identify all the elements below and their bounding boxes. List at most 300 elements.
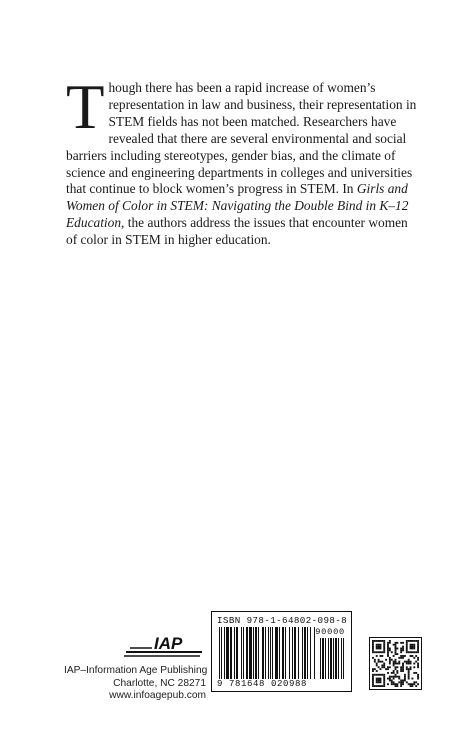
qr-module: [404, 661, 406, 663]
qr-module: [383, 663, 385, 665]
qr-module: [378, 644, 380, 646]
qr-module: [389, 663, 391, 665]
qr-module: [395, 663, 397, 665]
publisher-city: Charlotte, NC 28271: [113, 677, 206, 689]
qr-module: [413, 648, 415, 650]
qr-module: [387, 666, 389, 668]
barcode-bar: [310, 627, 311, 679]
qr-module: [374, 661, 376, 663]
qr-module: [387, 672, 389, 674]
qr-module: [417, 676, 419, 678]
qr-module: [408, 663, 410, 665]
qr-module: [395, 666, 397, 668]
qr-module: [398, 657, 400, 659]
qr-module: [383, 679, 385, 681]
qr-module: [417, 644, 419, 646]
barcode-bar: [272, 627, 273, 679]
qr-module: [372, 668, 374, 670]
qr-module: [406, 646, 408, 648]
blurb-text-1: hough there has been a rapid increase of women’s representation in law and business, their representation in STEM fields has not been matched. Researchers have revealed that there are several environmental and social barriers including stereotypes, gender bias, and the climate of science and engineering departments in colleges and universities that continue to block women’s progress in STEM. In: [66, 80, 417, 197]
qr-module: [411, 648, 413, 650]
blurb-text-2: , the authors address the issues that encounter women of color in STEM in higher education.: [66, 215, 408, 248]
qr-module: [389, 676, 391, 678]
qr-code: [369, 637, 422, 690]
qr-module: [400, 683, 402, 685]
qr-module: [391, 672, 393, 674]
qr-module: [406, 663, 408, 665]
publisher-website: www.infoagepub.com: [109, 690, 206, 702]
qr-module: [380, 640, 382, 642]
qr-module: [395, 648, 397, 650]
qr-module: [395, 674, 397, 676]
barcode-bar: [219, 627, 220, 679]
qr-module: [383, 685, 385, 687]
qr-module: [372, 657, 374, 659]
qr-module: [393, 655, 395, 657]
qr-module: [410, 663, 412, 665]
qr-module: [402, 664, 404, 666]
barcode-bar: [279, 627, 280, 679]
qr-module: [372, 644, 374, 646]
qr-module: [389, 649, 391, 651]
qr-module: [383, 644, 385, 646]
qr-module: [381, 655, 383, 657]
qr-module: [376, 663, 378, 665]
qr-module: [398, 663, 400, 665]
barcode-digits: 9 781648 020988: [217, 679, 308, 689]
qr-module: [400, 648, 402, 650]
qr-module: [391, 681, 393, 683]
qr-module: [383, 678, 385, 680]
barcode-bar: [246, 627, 248, 679]
qr-module: [395, 676, 397, 678]
qr-module: [413, 651, 415, 653]
qr-module: [402, 655, 404, 657]
qr-module: [400, 685, 402, 687]
barcode-bar: [243, 627, 244, 679]
barcode-bar: [322, 638, 324, 679]
qr-module: [396, 672, 398, 674]
barcode-bar: [333, 638, 334, 679]
qr-module: [391, 683, 393, 685]
barcode-bar: [335, 638, 337, 679]
qr-module: [380, 661, 382, 663]
qr-module: [413, 683, 415, 685]
qr-module: [402, 646, 404, 648]
qr-module: [372, 646, 374, 648]
barcode-bar: [304, 627, 306, 679]
qr-module: [383, 642, 385, 644]
qr-module: [385, 659, 387, 661]
qr-module: [417, 683, 419, 685]
qr-module: [381, 666, 383, 668]
qr-module: [374, 640, 376, 642]
qr-module: [393, 683, 395, 685]
qr-module: [411, 640, 413, 642]
barcode-bar: [226, 627, 229, 679]
qr-module: [415, 661, 417, 663]
qr-module: [404, 678, 406, 680]
qr-module: [374, 674, 376, 676]
qr-module: [376, 679, 378, 681]
qr-module: [376, 685, 378, 687]
qr-module: [376, 648, 378, 650]
qr-module: [378, 679, 380, 681]
barcode-bar: [307, 627, 308, 679]
iap-logo-text: IAP: [154, 634, 183, 653]
qr-module: [408, 683, 410, 685]
qr-module: [381, 664, 383, 666]
qr-module: [380, 678, 382, 680]
barcode-bar: [234, 627, 235, 679]
qr-module: [395, 683, 397, 685]
qr-module: [395, 653, 397, 655]
qr-module: [372, 679, 374, 681]
qr-module: [391, 679, 393, 681]
qr-module: [376, 681, 378, 683]
qr-module: [395, 649, 397, 651]
qr-module: [395, 642, 397, 644]
qr-module: [406, 661, 408, 663]
qr-module: [395, 661, 397, 663]
qr-module: [417, 659, 419, 661]
qr-module: [383, 648, 385, 650]
qr-module: [417, 642, 419, 644]
qr-module: [398, 661, 400, 663]
qr-module: [398, 676, 400, 678]
qr-module: [417, 646, 419, 648]
qr-module: [415, 655, 417, 657]
qr-module: [410, 683, 412, 685]
barcode-bar: [236, 627, 238, 679]
qr-module: [417, 663, 419, 665]
qr-module: [400, 670, 402, 672]
qr-module: [374, 685, 376, 687]
qr-module: [396, 676, 398, 678]
qr-module: [413, 657, 415, 659]
qr-module: [395, 646, 397, 648]
qr-module: [378, 685, 380, 687]
qr-module: [380, 668, 382, 670]
qr-module: [380, 685, 382, 687]
qr-module: [372, 676, 374, 678]
qr-module: [396, 653, 398, 655]
qr-module: [413, 644, 415, 646]
qr-module: [417, 657, 419, 659]
qr-module: [396, 670, 398, 672]
qr-module: [408, 640, 410, 642]
qr-module: [408, 670, 410, 672]
barcode-bar: [249, 627, 252, 679]
qr-module: [413, 666, 415, 668]
qr-module: [376, 678, 378, 680]
qr-module: [400, 668, 402, 670]
qr-module: [406, 642, 408, 644]
drop-cap: T: [66, 72, 105, 142]
qr-module: [415, 685, 417, 687]
qr-module: [402, 668, 404, 670]
qr-module: [378, 681, 380, 683]
qr-module: [402, 670, 404, 672]
qr-module: [410, 655, 412, 657]
qr-module: [410, 685, 412, 687]
barcode-bar: [298, 627, 299, 679]
qr-module: [376, 646, 378, 648]
barcode-bar: [265, 627, 266, 679]
qr-module: [411, 651, 413, 653]
qr-module: [389, 678, 391, 680]
qr-module: [381, 651, 383, 653]
qr-module: [378, 648, 380, 650]
barcode-bar: [294, 627, 296, 679]
qr-module: [387, 648, 389, 650]
qr-module: [383, 666, 385, 668]
qr-module: [411, 678, 413, 680]
qr-module: [402, 648, 404, 650]
qr-module: [410, 648, 412, 650]
qr-module: [406, 648, 408, 650]
qr-module: [376, 655, 378, 657]
qr-module: [387, 655, 389, 657]
qr-module: [380, 679, 382, 681]
qr-module: [393, 676, 395, 678]
qr-module: [408, 674, 410, 676]
qr-module: [408, 659, 410, 661]
qr-module: [372, 642, 374, 644]
barcode-bar: [253, 627, 254, 679]
qr-module: [383, 664, 385, 666]
qr-module: [372, 674, 374, 676]
qr-module: [408, 676, 410, 678]
qr-module: [391, 659, 393, 661]
barcode-bar: [224, 627, 225, 679]
qr-module: [395, 644, 397, 646]
barcode-bar: [282, 627, 284, 679]
qr-module: [376, 640, 378, 642]
qr-module: [404, 674, 406, 676]
qr-module: [417, 651, 419, 653]
qr-module: [393, 670, 395, 672]
qr-module: [393, 644, 395, 646]
qr-module: [372, 649, 374, 651]
qr-module: [389, 640, 391, 642]
qr-module: [389, 657, 391, 659]
qr-module: [411, 683, 413, 685]
qr-module: [385, 668, 387, 670]
qr-module: [398, 678, 400, 680]
qr-module: [408, 651, 410, 653]
qr-module: [406, 649, 408, 651]
qr-module: [413, 640, 415, 642]
qr-module: [410, 646, 412, 648]
barcode-bar: [230, 627, 232, 679]
qr-module: [380, 646, 382, 648]
iap-logo: [124, 632, 204, 658]
barcode-bar: [341, 638, 342, 679]
qr-module: [378, 651, 380, 653]
qr-module: [406, 668, 408, 670]
qr-module: [383, 681, 385, 683]
qr-module: [376, 651, 378, 653]
qr-module: [389, 666, 391, 668]
qr-module: [393, 681, 395, 683]
isbn-label: ISBN 978-1-64802-098-8: [217, 615, 348, 626]
qr-module: [400, 649, 402, 651]
qr-module: [381, 674, 383, 676]
qr-module: [389, 679, 391, 681]
qr-module: [372, 685, 374, 687]
barcode-bar: [320, 638, 321, 679]
qr-module: [387, 678, 389, 680]
qr-module: [408, 668, 410, 670]
qr-module: [380, 651, 382, 653]
qr-module: [372, 681, 374, 683]
qr-module: [372, 683, 374, 685]
qr-module: [374, 659, 376, 661]
qr-module: [383, 676, 385, 678]
qr-module: [415, 640, 417, 642]
publisher-name: IAP–Information Age Publishing: [64, 665, 208, 676]
qr-module: [380, 674, 382, 676]
qr-module: [402, 683, 404, 685]
qr-module: [378, 674, 380, 676]
qr-module: [410, 661, 412, 663]
qr-module: [396, 648, 398, 650]
barcode-bar: [343, 638, 344, 679]
barcode-bar: [314, 627, 315, 679]
qr-module: [380, 644, 382, 646]
qr-module: [372, 651, 374, 653]
qr-module: [387, 644, 389, 646]
barcode-bar: [330, 638, 332, 679]
qr-module: [383, 640, 385, 642]
qr-module: [389, 659, 391, 661]
qr-module: [376, 644, 378, 646]
qr-module: [395, 659, 397, 661]
qr-module: [393, 664, 395, 666]
qr-module: [402, 679, 404, 681]
qr-module: [396, 642, 398, 644]
qr-module: [417, 678, 419, 680]
qr-module: [402, 642, 404, 644]
qr-module: [417, 648, 419, 650]
barcode-bar: [289, 627, 290, 679]
barcode-bar: [255, 627, 257, 679]
qr-module: [400, 655, 402, 657]
qr-module: [381, 661, 383, 663]
qr-module: [383, 683, 385, 685]
qr-module: [383, 646, 385, 648]
qr-module: [413, 663, 415, 665]
barcode-bar: [285, 627, 286, 679]
qr-module: [393, 672, 395, 674]
qr-module: [413, 681, 415, 683]
qr-module: [410, 651, 412, 653]
qr-module: [410, 666, 412, 668]
qr-module: [398, 681, 400, 683]
qr-module: [413, 646, 415, 648]
qr-module: [396, 683, 398, 685]
qr-module: [376, 674, 378, 676]
qr-module: [376, 670, 378, 672]
qr-module: [400, 657, 402, 659]
isbn-barcode: [211, 611, 352, 692]
publisher-address: [64, 665, 206, 703]
addon-number: 90000: [315, 627, 345, 637]
qr-module: [404, 679, 406, 681]
qr-module: [389, 648, 391, 650]
qr-module: [402, 657, 404, 659]
qr-module: [396, 685, 398, 687]
barcode-bar: [328, 638, 329, 679]
qr-module: [387, 683, 389, 685]
qr-module: [387, 646, 389, 648]
qr-module: [387, 653, 389, 655]
qr-module: [378, 646, 380, 648]
qr-module: [415, 672, 417, 674]
qr-module: [383, 649, 385, 651]
qr-module: [387, 651, 389, 653]
qr-module: [380, 681, 382, 683]
barcode-bar: [325, 638, 326, 679]
qr-module: [406, 651, 408, 653]
barcode-bar: [262, 627, 264, 679]
qr-module: [391, 676, 393, 678]
qr-module: [372, 640, 374, 642]
qr-module: [406, 666, 408, 668]
back-cover-blurb: [66, 72, 418, 249]
qr-module: [374, 668, 376, 670]
qr-module: [393, 678, 395, 680]
qr-module: [387, 668, 389, 670]
qr-module: [380, 655, 382, 657]
qr-module: [378, 678, 380, 680]
qr-module: [376, 664, 378, 666]
qr-module: [415, 681, 417, 683]
qr-module: [396, 663, 398, 665]
qr-module: [372, 648, 374, 650]
qr-module: [387, 649, 389, 651]
qr-module: [378, 640, 380, 642]
qr-module: [391, 651, 393, 653]
qr-module: [402, 649, 404, 651]
barcode-bar: [338, 638, 339, 679]
qr-module: [410, 644, 412, 646]
qr-module: [406, 644, 408, 646]
qr-module: [402, 663, 404, 665]
qr-module: [372, 678, 374, 680]
qr-module: [389, 661, 391, 663]
qr-module: [402, 666, 404, 668]
qr-module: [383, 674, 385, 676]
qr-module: [411, 644, 413, 646]
qr-module: [417, 640, 419, 642]
qr-module: [411, 646, 413, 648]
barcode-bar: [268, 627, 269, 679]
qr-module: [378, 661, 380, 663]
qr-module: [387, 642, 389, 644]
qr-module: [381, 685, 383, 687]
qr-module: [406, 681, 408, 683]
qr-module: [408, 672, 410, 674]
qr-module: [417, 666, 419, 668]
qr-module: [404, 676, 406, 678]
addon-bars: [320, 638, 348, 679]
barcode-bar: [241, 627, 242, 679]
qr-module: [411, 655, 413, 657]
qr-module: [395, 651, 397, 653]
barcode-bar: [275, 627, 278, 679]
